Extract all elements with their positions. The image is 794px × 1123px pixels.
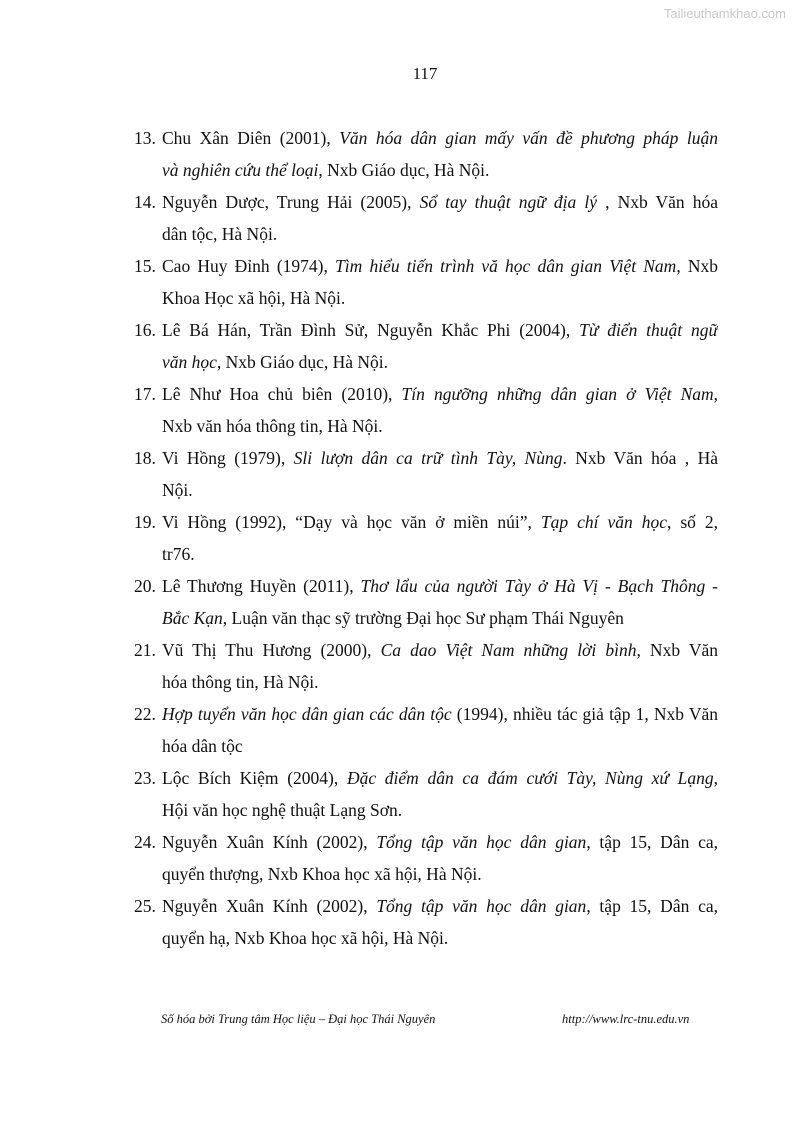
reference-title: Ca dao Việt Nam những lời bình [380,640,637,660]
reference-text: Vi Hồng (1979), [162,448,294,468]
reference-line [162,314,718,346]
reference-line [162,250,718,282]
page-number: 117 [412,64,438,83]
reference-text: , tập 15, Dân ca, [586,832,718,852]
reference-text: Nxb văn hóa thông tin, Hà Nội. [162,416,383,436]
reference-line [162,122,718,154]
reference-title: Tạp chí văn học [540,512,667,532]
reference-line [162,346,718,378]
reference-line [162,442,718,474]
reference-text: Khoa Học xã hội, Hà Nội. [162,288,346,308]
reference-line [162,218,718,250]
reference-title: Thơ lẩu của người Tày ở Hà Vị - Bạch Thông - [360,576,718,596]
reference-entry [134,442,718,506]
reference-text: Chu Xân Diên (2001), [162,128,340,148]
reference-line [162,474,718,506]
reference-text: Nxb Giáo dục, Hà Nội. [221,352,388,372]
reference-line [162,570,718,602]
reference-title: văn học, [162,352,222,372]
reference-text: Vi Hồng (1992), “Dạy và học văn ở miền núi”, [162,512,541,532]
reference-title: và nghiên cứu thể loại [162,160,319,180]
reference-text: , số 2, [666,512,718,532]
watermark: Tailieuthamkhao.com [663,6,786,21]
reference-text: , Nxb Văn hóa [596,192,718,212]
reference-entry [134,506,718,570]
reference-text: , Nxb Giáo dục, Hà Nội. [318,160,490,180]
reference-title: Tín ngưỡng những dân gian ở Việt Nam [401,384,714,404]
reference-text: (1994), nhiều tác giả tập 1, Nxb Văn [451,704,718,724]
reference-line [162,922,718,954]
reference-line [162,826,718,858]
reference-number: 18. [134,448,156,468]
footer-url: http://www.lrc-tnu.edu.vn [562,1012,690,1026]
reference-text: . Nxb Văn hóa , Hà [562,448,718,468]
reference-line [162,378,718,410]
reference-line [162,506,718,538]
reference-text: , [713,768,718,788]
reference-number: 17. [134,384,156,404]
reference-text: Lê Bá Hán, Trần Đình Sử, Nguyễn Khắc Phi (2004), [162,320,580,340]
reference-text: , Luận văn thạc sỹ trường Đại học Sư phạm Thái Nguyên [222,608,624,628]
reference-number: 20. [134,576,156,596]
reference-entry [134,122,718,186]
reference-line [162,698,718,730]
reference-line [162,186,718,218]
reference-title: Đặc điểm dân ca đám cưới Tày, Nùng xứ Lạng [346,768,714,788]
reference-line [162,602,718,634]
reference-entry [134,634,718,698]
reference-text: , [713,384,718,404]
reference-entry [134,826,718,890]
reference-number: 14. [134,192,156,212]
reference-title: Hợp tuyển văn học dân gian các dân tộc [162,704,452,724]
reference-number: 13. [134,128,156,148]
reference-text: , Nxb [676,256,718,276]
reference-title: Sổ tay thuật ngữ địa lý [419,192,597,212]
reference-line [162,410,718,442]
reference-line [162,634,718,666]
reference-line [162,858,718,890]
reference-number: 24. [134,832,156,852]
reference-title: Sli lượn dân ca trữ tình Tày, Nùng [293,448,563,468]
reference-number: 21. [134,640,156,660]
reference-number: 15. [134,256,156,276]
reference-title: Tổng tập văn học dân gian [376,896,587,916]
reference-text: Nguyễn Dược, Trung Hải (2005), [162,192,420,212]
reference-text: , Nxb Văn [636,640,718,660]
reference-entry [134,890,718,954]
reference-text: Nguyễn Xuân Kính (2002), [162,832,377,852]
reference-list [134,122,718,954]
reference-number: 16. [134,320,156,340]
reference-entry [134,250,718,314]
reference-title: Văn hóa dân gian mấy vấn đề phương pháp luận [339,128,718,148]
reference-title: Tổng tập văn học dân gian [376,832,587,852]
reference-title: Từ điển thuật ngữ [579,320,718,340]
reference-number: 22. [134,704,156,724]
reference-text: Vũ Thị Thu Hương (2000), [162,640,381,660]
reference-line [162,666,718,698]
reference-text: , tập 15, Dân ca, [586,896,718,916]
reference-number: 23. [134,768,156,788]
reference-line [162,730,718,762]
reference-line [162,538,718,570]
reference-title: Bắc Kạn [162,608,223,628]
reference-text: hóa thông tin, Hà Nội. [162,672,319,692]
reference-entry [134,698,718,762]
reference-text: quyển hạ, Nxb Khoa học xã hội, Hà Nội. [162,928,449,948]
reference-line [162,154,718,186]
reference-number: 25. [134,896,156,916]
reference-entry [134,186,718,250]
reference-entry [134,570,718,634]
reference-text: Lê Như Hoa chủ biên (2010), [162,384,402,404]
reference-line [162,282,718,314]
reference-text: Nguyễn Xuân Kính (2002), [162,896,377,916]
reference-text: tr76. [162,544,195,564]
reference-text: dân tộc, Hà Nội. [162,224,278,244]
reference-text: quyển thượng, Nxb Khoa học xã hội, Hà Nội. [162,864,482,884]
reference-text: Cao Huy Đỉnh (1974), [162,256,336,276]
reference-text: Lộc Bích Kiệm (2004), [162,768,347,788]
reference-line [162,794,718,826]
reference-text: Lê Thương Huyền (2011), [162,576,361,596]
reference-text: Nội. [162,480,193,500]
reference-entry [134,762,718,826]
reference-line [162,890,718,922]
reference-entry [134,314,718,378]
reference-number: 19. [134,512,156,532]
reference-title: Tìm hiểu tiến trình vă học dân gian Việt Nam [335,256,677,276]
footer-left: Số hóa bởi Trung tâm Học liệu – Đại học Thái Nguyên [161,1012,436,1026]
reference-text: hóa dân tộc [162,736,243,756]
reference-text: Hội văn học nghệ thuật Lạng Sơn. [162,800,403,820]
reference-entry [134,378,718,442]
reference-line [162,762,718,794]
